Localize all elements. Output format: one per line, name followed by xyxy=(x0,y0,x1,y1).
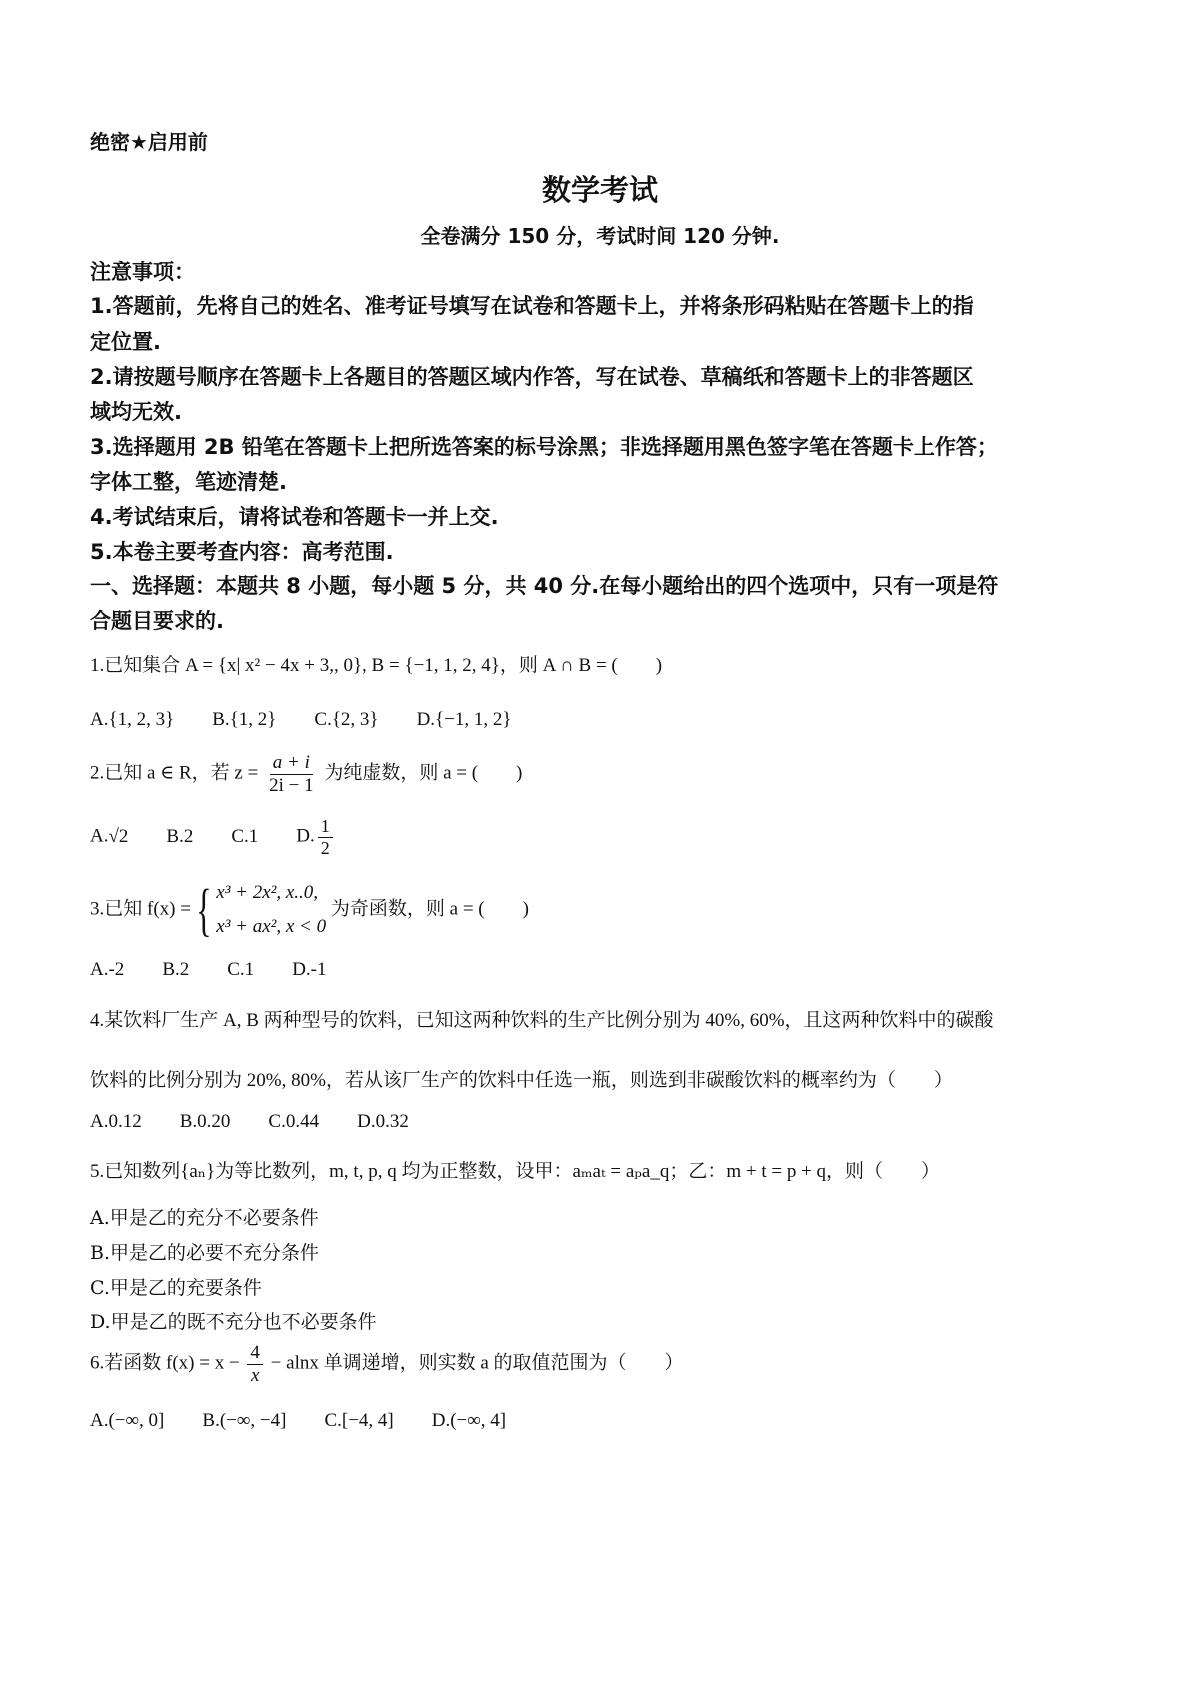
question-2-stem xyxy=(90,752,522,797)
question-2-option-d-denominator: 2 xyxy=(320,837,330,858)
notes-heading: 注意事项： xyxy=(90,260,195,284)
note-1-line-1: 1.答题前，先将自己的姓名、准考证号填写在试卷和答题卡上，并将条形码粘贴在答题卡上的指 xyxy=(90,294,974,318)
question-6-prefix: 6.若函数 f(x) = x − xyxy=(90,1352,240,1374)
question-2-prefix: 2.已知 a ∈ R，若 z = xyxy=(90,762,259,784)
question-2-fraction xyxy=(266,752,317,797)
question-4-option-d: D.0.32 xyxy=(357,1111,409,1132)
question-4-option-a: A.0.12 xyxy=(90,1111,142,1132)
question-1-options xyxy=(90,709,550,731)
question-3-option-b: B.2 xyxy=(162,959,190,980)
question-3-suffix: 为奇函数，则 a = ( ) xyxy=(330,898,529,920)
question-2-option-d-numerator: 1 xyxy=(318,816,333,838)
question-3-case-1: x³ + 2x², x..0, xyxy=(216,882,319,903)
page-subtitle: 全卷满分 150 分，考试时间 120 分钟. xyxy=(420,224,780,248)
note-3-line-1: 3.选择题用 2B 铅笔在答题卡上把所选答案的标号涂黑；非选择题用黑色签字笔在答题卡上作答； xyxy=(90,435,998,459)
question-6-option-b: B.(−∞, −4] xyxy=(202,1410,287,1431)
question-4-option-c: C.0.44 xyxy=(268,1111,320,1132)
question-4-option-b: B.0.20 xyxy=(179,1111,231,1132)
note-3-line-2: 字体工整，笔迹清楚. xyxy=(90,470,287,494)
question-2-options xyxy=(90,816,336,858)
question-3-option-c: C.1 xyxy=(227,959,255,980)
question-6-stem xyxy=(90,1342,684,1387)
question-5-option-d: D.甲是乙的既不充分也不必要条件 xyxy=(90,1311,377,1333)
question-2-option-d-fraction xyxy=(318,816,333,858)
question-5-stem: 5.已知数列{aₙ}为等比数列，m, t, p, q 均为正整数，设甲：aₘaₜ = aₚa_q；乙：m + t = p + q，则（ ） xyxy=(90,1161,941,1182)
question-3-stem xyxy=(90,876,529,944)
question-5-option-a: A.甲是乙的充分不必要条件 xyxy=(90,1207,319,1229)
question-2-option-b: B.2 xyxy=(166,825,194,847)
note-2-line-1: 2.请按题号顺序在答题卡上各题目的答题区域内作答，写在试卷、草稿纸和答题卡上的非答题区 xyxy=(90,365,974,389)
section-1-line-1: 一、选择题：本题共 8 小题，每小题 5 分，共 40 分.在每小题给出的四个选项中，只有一项是符 xyxy=(90,574,999,598)
question-6-option-d: D.(−∞, 4] xyxy=(431,1410,507,1431)
question-5-option-b: B.甲是乙的必要不充分条件 xyxy=(90,1242,320,1264)
question-2-option-d: D. xyxy=(296,825,315,847)
question-2-option-a: A. xyxy=(90,825,109,847)
page-title: 数学考试 xyxy=(541,173,658,207)
question-3-prefix: 3.已知 f(x) = xyxy=(90,898,191,920)
note-2-line-2: 域均无效. xyxy=(90,400,182,424)
question-2-fraction-denominator: 2i − 1 xyxy=(269,774,314,796)
question-1-stem: 1.已知集合 A = {x| x² − 4x + 3,, 0}, B = {−1, 1, 2, 4}，则 A ∩ B = ( ) xyxy=(90,655,663,676)
question-6-option-a: A.(−∞, 0] xyxy=(90,1410,165,1431)
question-4-line-1: 4.某饮料厂生产 A, B 两种型号的饮料，已知这两种饮料的生产比例分别为 40%, 60%，且这两种饮料中的碳酸 xyxy=(90,1010,994,1031)
question-6-fraction-numerator: 4 xyxy=(247,1342,263,1365)
question-5-option-c: C.甲是乙的充要条件 xyxy=(90,1277,262,1299)
question-6-option-c: C.[−4, 4] xyxy=(324,1410,394,1431)
question-6-fraction xyxy=(247,1342,263,1387)
question-3-options xyxy=(90,959,365,981)
question-3-option-a: A.-2 xyxy=(90,959,125,980)
question-3-option-d: D.-1 xyxy=(292,959,327,980)
secret-label: 绝密★启用前 xyxy=(90,130,208,154)
question-6-options xyxy=(90,1410,544,1432)
note-1-line-2: 定位置. xyxy=(90,330,161,354)
left-brace: { xyxy=(195,877,212,942)
question-4-options xyxy=(90,1111,447,1133)
note-4: 4.考试结束后，请将试卷和答题卡一并上交. xyxy=(90,505,499,529)
question-2-option-a-value: √2 xyxy=(108,825,129,847)
question-3-cases xyxy=(216,876,326,944)
question-1-option-a: A.{1, 2, 3} xyxy=(90,709,175,730)
question-2-fraction-numerator: a + i xyxy=(270,752,313,775)
question-4-line-2: 饮料的比例分别为 20%, 80%，若从该厂生产的饮料中任选一瓶，则选到非碳酸饮料的概率约为（ ） xyxy=(90,1070,953,1091)
note-5: 5.本卷主要考查内容：高考范围. xyxy=(90,540,394,564)
question-6-suffix: − alnx 单调递增，则实数 a 的取值范围为（ ） xyxy=(270,1352,684,1374)
question-2-suffix: 为纯虚数，则 a = ( ) xyxy=(324,762,523,784)
question-1-option-d: D.{−1, 1, 2} xyxy=(416,709,512,730)
question-3-case-2: x³ + ax², x < 0 xyxy=(216,916,327,937)
section-1-line-2: 合题目要求的. xyxy=(90,609,224,633)
question-1-option-b: B.{1, 2} xyxy=(212,709,277,730)
question-2-option-c: C.1 xyxy=(231,825,259,847)
question-6-fraction-denominator: x xyxy=(250,1364,260,1386)
question-1-option-c: C.{2, 3} xyxy=(314,709,379,730)
